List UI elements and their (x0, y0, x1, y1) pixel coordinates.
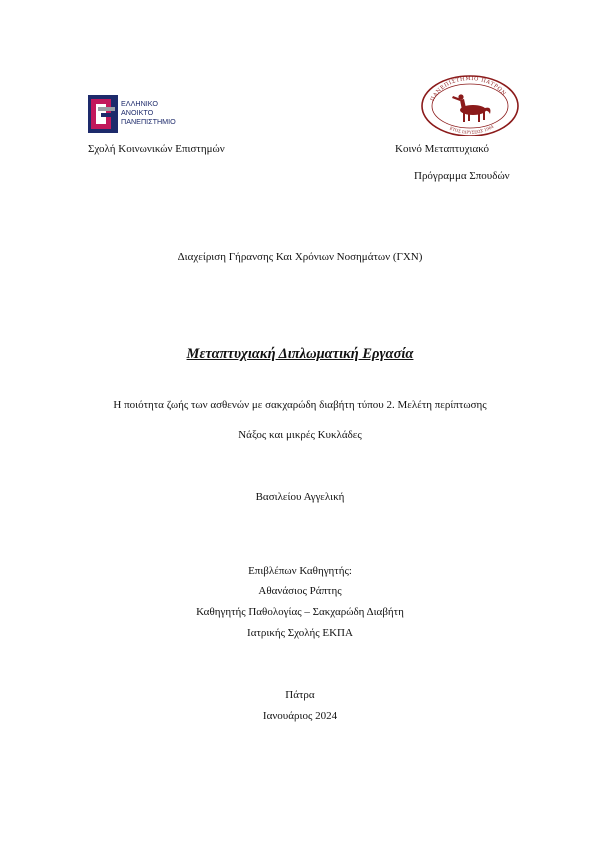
school-name: Σχολή Κοινωνικών Επιστημών (88, 143, 225, 155)
program-name: Διαχείριση Γήρανσης Και Χρόνιων Νοσημάτων (ΓΧΝ) (177, 251, 423, 263)
eap-logo-graphic (88, 95, 182, 133)
seal-text-top: ΠΑΝΕΠΙΣΤΗΜΙΟ ΠΑΤΡΩΝ (429, 75, 507, 103)
supervisor-institution: Ιατρικής Σχολής ΕΚΠΑ (247, 627, 353, 639)
date: Ιανουάριος 2024 (262, 710, 338, 722)
eap-logo (88, 95, 182, 133)
author-name: Βασιλείου Αγγελική (255, 491, 345, 503)
thesis-title-line1: Η ποιότητα ζωής των ασθενών με σακχαρώδη διαβήτη τύπου 2. Μελέτη περίπτωσης (113, 399, 487, 411)
program-type-line2: Πρόγραμμα Σπουδών (414, 170, 510, 182)
eap-logo-line1: ΕΛΛΗΝΙΚΟ (121, 99, 158, 108)
supervisor-role: Καθηγητής Παθολογίας – Σακχαρώδη Διαβήτη (196, 606, 404, 618)
place: Πάτρα (285, 689, 315, 701)
eap-logo-line3: ΠΑΝΕΠΙΣΤΗΜΙΟ (121, 117, 176, 126)
seal-text-bottom: ΕΤΟΣ ΙΔΡΥΣΕΩΣ 1964 (448, 123, 495, 135)
supervisor-name: Αθανάσιος Ράπτης (258, 585, 342, 597)
thesis-type-heading: Μεταπτυχιακή Διπλωματική Εργασία (186, 346, 414, 362)
supervisor-label: Επιβλέπων Καθηγητής: (248, 565, 352, 577)
eap-logo-line2: ΑΝΟΙΚΤΟ (121, 108, 154, 117)
program-type-line1: Κοινό Μεταπτυχιακό (395, 143, 490, 155)
university-seal (418, 70, 522, 136)
thesis-title-line2: Νάξος και μικρές Κυκλάδες (238, 429, 362, 441)
centaur-icon (418, 70, 522, 136)
